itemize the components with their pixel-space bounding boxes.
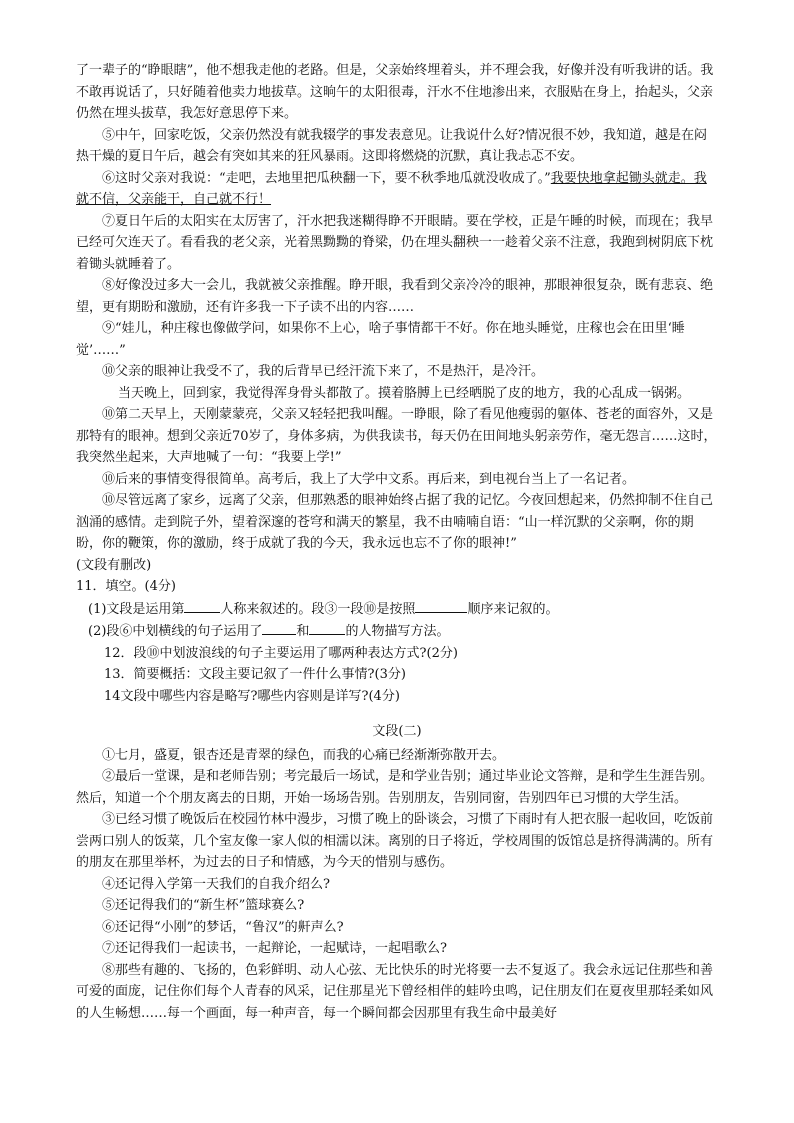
paragraph-7: ⑦夏日午后的太阳实在太厉害了，汗水把我迷糊得睁不开眼睛。要在学校，正是午睡的时候，而现在；我早已经可欠连天了。看看我的老父亲，光着黑黝黝的脊梁，仍在埋头翻秧一一趁着父亲不注意，我跑到树阴底下枕着锄头就睡着了。 xyxy=(76,213,714,272)
edit-note: (文段有删改) xyxy=(76,557,152,573)
paragraph-12: ⑩后来的事情变得很简单。高考后，我上了大学中文系。再后来，到电视台当上了一名记者。 xyxy=(102,471,636,487)
document-page xyxy=(76,60,718,1024)
question-12: 12．段⑩中划波浪线的句子主要运用了哪两种表达方式?(2分) xyxy=(104,645,458,661)
paragraph-10b: 当天晚上，回到家，我觉得浑身骨头都散了。摸着胳膊上已经晒脱了皮的地方，我的心乱成一锅粥。 xyxy=(118,385,691,401)
paragraph-continued: 了一辈子的“睁眼瞎”，他不想我走他的老路。但是，父亲始终埋着头，并不理会我，好像并没有听我讲的话。我不敢再说话了，只好随着他卖力地拔草。这晌午的太阳很毒，汗水不住地渗出来，衣服贴在身上，抬起头，父亲仍然在埋头拔草，我怎好意思停下来。 xyxy=(76,63,714,121)
section-2-paragraph-2: ②最后一堂课，是和老师告别；考完最后一场试，是和学业告别；通过毕业论文答辩，是和学生生涯告别。然后，知道一个个朋友离去的日期，开始一场场告别。告别朋友，告别同窗，告别四年已习惯的大学生活。 xyxy=(76,769,714,806)
question-11-part-1 xyxy=(76,598,718,621)
question-11-1-text-b: 人称来叙述的。段③一段⑩是按照 xyxy=(220,601,416,617)
question-14: 14文段中哪些内容是略写?哪些内容则是详写?(4分) xyxy=(104,688,400,704)
question-11-1-text-c: 顺序来记叙的。 xyxy=(467,601,559,617)
answer-blank-1[interactable] xyxy=(184,598,220,613)
paragraph-5: ⑤中午，回家吃饭，父亲仍然没有就我辍学的事发表意见。让我说什么好?情况很不妙，我知道，越是在闷热干燥的夏日午后，越会有突如其来的狂风暴雨。这即将燃烧的沉默，真让我忐忑不安。 xyxy=(76,127,707,164)
question-11-2-text-b: 和 xyxy=(296,624,310,639)
paragraph-6-text: ⑥这时父亲对我说：“走吧，去地里把瓜秧翻一下，要不秋季地瓜就没收成了。” xyxy=(102,170,551,186)
question-13: 13．简要概括：文段主要记叙了一件什么事情?(3分) xyxy=(104,667,406,682)
section-2-paragraph-6: ⑥还记得“小刚”的梦话，“鲁汉”的鼾声么? xyxy=(102,919,344,935)
question-11-part-2 xyxy=(76,620,718,643)
answer-blank-3[interactable] xyxy=(262,620,296,635)
section-2-paragraph-4: ④还记得入学第一天我们的自我介绍么? xyxy=(102,876,330,892)
paragraph-6 xyxy=(76,168,718,211)
section-2-paragraph-1: ①七月，盛夏，银杏还是青翠的绿色，而我的心痛已经渐渐弥散开去。 xyxy=(102,747,506,763)
section-2-title: 文段(二) xyxy=(372,724,422,739)
question-11-2-text-a: (2)段⑥中划横线的句子运用了 xyxy=(88,624,263,639)
paragraph-13: ⑩尽管远离了家乡，远离了父亲，但那熟悉的眼神始终占据了我的记忆。今夜回想起来，仍然抑制不住自己汹涌的感情。走到院子外，望着深邃的苍穹和满天的繁星，我不由喃喃自语：“山一样沉默的父亲啊，你的期盼，你的鞭策，你的激励，终于成就了我的今天，我永远也忘不了你的眼神!” xyxy=(76,493,714,551)
paragraph-10: ⑩父亲的眼神让我受不了，我的后背早已经汗流下来了，不是热汗，是冷汗。 xyxy=(102,364,545,379)
paragraph-11: ⑩第二天早上，天刚蒙蒙亮，父亲又轻轻把我叫醒。一睁眼，除了看见他瘦弱的躯体、苍老的面容外，又是那特有的眼神。想到父亲近70岁了，身体多病，为供我读书，每天仍在田间地头躬亲劳作，毫无怨言……这时，我突然坐起来，大声地喊了一句：“我要上学!” xyxy=(76,407,717,465)
section-2-paragraph-8: ⑧那些有趣的、飞扬的，色彩鲜明、动人心弦、无比快乐的时光将要一去不复返了。我会永远记住那些和善可爱的面庞，记住你们每个人青春的风采，记住那星光下曾经相伴的蛙吟虫鸣，记住朋友们在夏夜里那轻柔如风的人生畅想……每一个画面，每一种声音，每一个瞬间都会因那里有我生命中最美好 xyxy=(76,962,714,1021)
question-11-1-text-a: (1)文段是运用第 xyxy=(88,601,185,617)
section-2-paragraph-3: ③已经习惯了晚饭后在校园竹林中漫步，习惯了晚上的卧谈会，习惯了下雨时有人把衣服一起收回，吃饭前尝两口别人的饭菜，几个室友像一家人似的相濡以沫。离别的日子将近，学校周围的饭馆总是挤得满满的。所有的朋友在那里举杯，为过去的日子和情感，为今天的惜别与感伤。 xyxy=(76,812,714,870)
answer-blank-2[interactable] xyxy=(415,598,467,613)
question-11: 11．填空。(4分) xyxy=(76,579,176,594)
answer-blank-4[interactable] xyxy=(309,620,345,635)
section-2-paragraph-7: ⑦还记得我们一起读书，一起辩论，一起赋诗，一起唱歌么? xyxy=(102,941,447,956)
paragraph-6-underlined-sentence: 我要快地拿起锄头就走。我就不信，父亲能干，自己就不行！ xyxy=(76,170,707,207)
question-11-2-text-c: 的人物描写方法。 xyxy=(345,624,450,639)
paragraph-9: ⑨“娃儿，种庄稼也像做学问，如果你不上心，啥子事情都干不好。你在地头睡觉，庄稼也会在田里‘睡觉’……” xyxy=(76,321,685,358)
section-2-paragraph-5: ⑤还记得我们的“新生杯”篮球赛么? xyxy=(102,898,305,913)
paragraph-8: ⑧好像没过多大一会儿，我就被父亲推醒。睁开眼，我看到父亲冷冷的眼神，那眼神很复杂，既有悲哀、绝望，更有期盼和激励，还有许多我一下子读不出的内容…… xyxy=(76,278,714,315)
